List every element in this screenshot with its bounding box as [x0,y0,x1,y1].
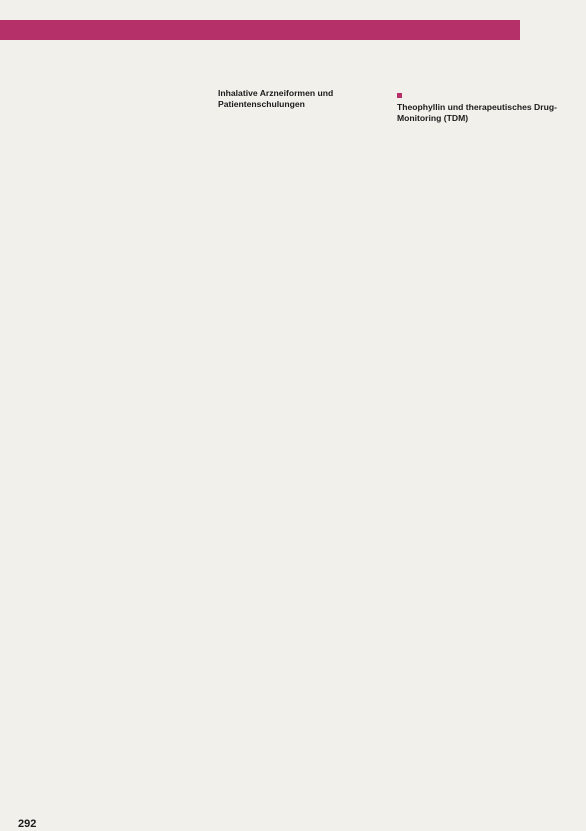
text-column-2 [218,88,377,114]
page-number: 292 [18,817,37,830]
page-footer [18,815,42,829]
bullet-square-icon [397,93,402,98]
section-heading: Theophyllin und therapeutisches Drug-Monitoring (TDM) [397,102,557,123]
text-column-1 [47,88,206,90]
header-bar [0,20,520,40]
section-heading: Inhalative Arzneiformen und Patientenschulungen [218,88,334,109]
text-column-3 [397,88,559,128]
